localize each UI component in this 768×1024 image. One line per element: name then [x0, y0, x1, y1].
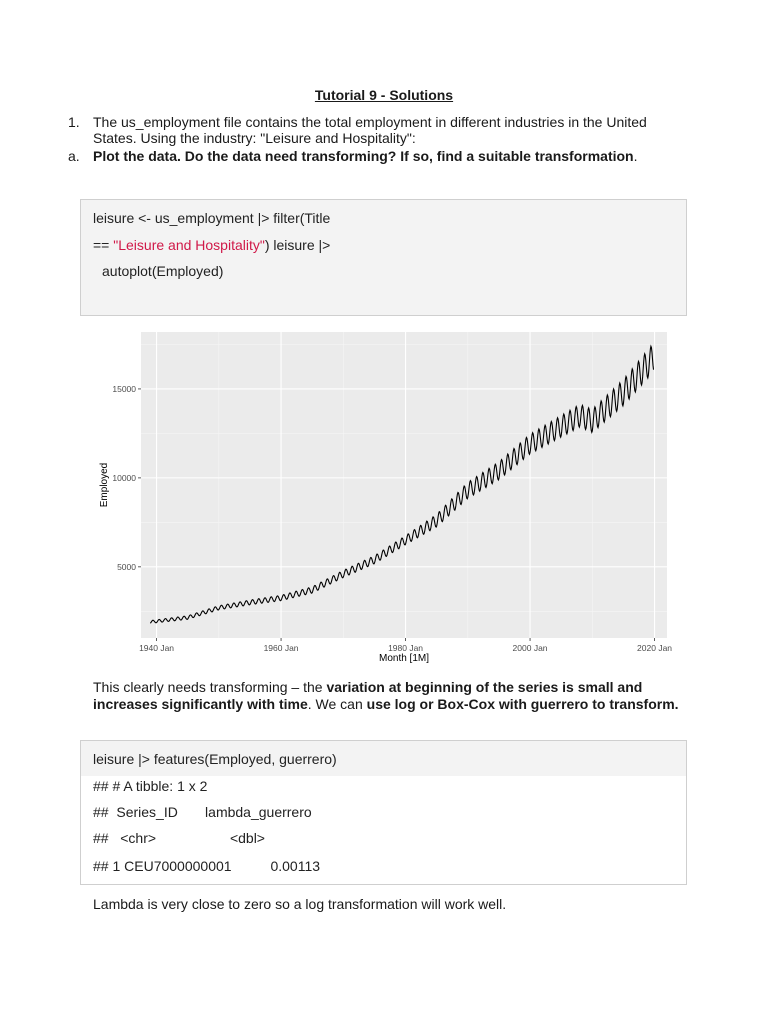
paragraph-conclusion: Lambda is very close to zero so a log transformation will work well.: [93, 896, 507, 912]
question-1a-bold: Plot the data. Do the data need transforming? If so, find a suitable transformation: [93, 148, 634, 164]
x-tick-label: 1940 Jan: [139, 643, 175, 653]
y-axis-title: Employed: [99, 462, 110, 508]
y-tick-label: 15000: [112, 383, 136, 394]
code-line: autoplot(Employed): [102, 263, 224, 279]
code-text: ) leisure |>: [264, 237, 331, 253]
text-run: . We can: [307, 696, 367, 712]
output-line: ## <chr> <dbl>: [93, 830, 265, 846]
code-line: leisure <- us_employment |> filter(Title: [93, 210, 331, 226]
bold-run: variation at beginning of the series is small and increases significantly with time: [93, 679, 643, 712]
y-tick-label: 5000: [117, 561, 136, 572]
x-tick-label: 2020 Jan: [637, 643, 672, 653]
question-1a-number: a.: [68, 148, 80, 164]
page-title: Tutorial 9 - Solutions: [314, 87, 454, 103]
question-1: [68, 114, 678, 146]
code-line: [93, 237, 330, 253]
bold-run: use log or Box-Cox with guerrero to transform.: [366, 696, 679, 712]
x-tick-label: 2000 Jan: [512, 643, 548, 653]
paragraph-transform: [93, 679, 683, 713]
question-1a: [68, 148, 678, 165]
code-string: "Leisure and Hospitality": [113, 237, 265, 253]
output-line: ## Series_ID lambda_guerrero: [93, 804, 312, 820]
x-axis-title: Month [1M]: [378, 653, 430, 664]
output-line: ## # A tibble: 1 x 2: [93, 778, 208, 794]
code-block-guerrero: [80, 740, 687, 885]
y-tick-label: 10000: [112, 472, 136, 483]
code-line: leisure |> features(Employed, guerrero): [93, 751, 337, 767]
question-1a-tail: .: [633, 148, 638, 164]
plot-panel: [141, 332, 667, 638]
output-line: ## 1 CEU7000000001 0.00113: [93, 858, 321, 874]
code-text: ==: [93, 237, 114, 253]
question-1-number: 1.: [68, 114, 80, 130]
code-block-plot: [80, 199, 687, 316]
x-tick-label: 1960 Jan: [263, 643, 299, 653]
x-tick-label: 1980 Jan: [388, 643, 424, 653]
question-1-text: The us_employment file contains the total employment in different industries in the United States. Using the industry: "Leisure and Hospitality":: [93, 114, 647, 146]
question-1a-text: [93, 148, 678, 165]
employment-line-chart: [92, 330, 672, 668]
text-run: This clearly needs transforming – the: [93, 679, 327, 695]
